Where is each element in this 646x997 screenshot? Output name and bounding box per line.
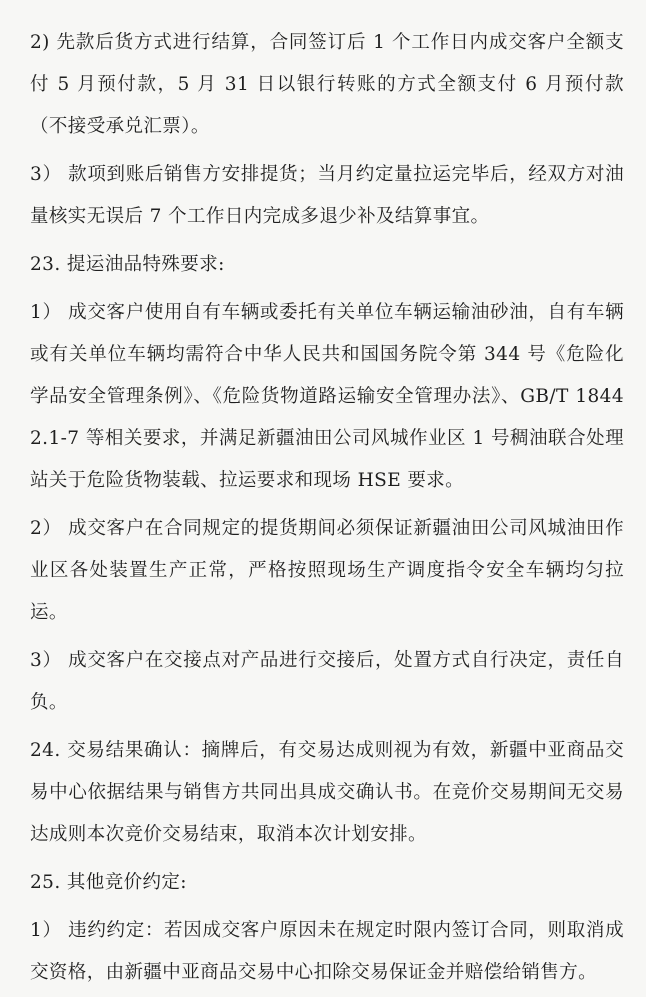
section-23-clause-1: 1） 成交客户使用自有车辆或委托有关单位车辆运输油砂油，自有车辆或有关单位车辆均需符合中华人民共和国国务院令第 344 号《危险化学品安全管理条例》、《危险货物道路运输安全管理办法》、GB/T 18442.1-7 等相关要求，并满足新疆油田公司风城作业区 1 号稠油联合处理站关于危险货物装载、拉运要求和现场 HSE 要求。 (30, 302, 624, 491)
section-23-clause-3: 3） 成交客户在交接点对产品进行交接后，处置方式自行决定，责任自负。 (30, 650, 624, 713)
clause-2-settlement: 2) 先款后货方式进行结算，合同签订后 1 个工作日内成交客户全额支付 5 月预付款，5 月 31 日以银行转账的方式全额支付 6 月预付款（不接受承兑汇票）。 (30, 32, 624, 137)
section-23-heading: 23. 提运油品特殊要求: (30, 254, 225, 275)
section-24-result-confirmation: 24. 交易结果确认：摘牌后，有交易达成则视为有效，新疆中亚商品交易中心依据结果与销售方共同出具成交确认书。在竞价交易期间无交易达成则本次竞价交易结束，取消本次计划安排。 (30, 740, 624, 845)
clause-3-pickup: 3） 款项到账后销售方安排提货；当月约定量拉运完毕后，经双方对油量核实无误后 7 个工作日内完成多退少补及结算事宜。 (30, 164, 624, 227)
section-25-heading: 25. 其他竞价约定: (30, 872, 187, 893)
section-23-clause-2: 2） 成交客户在合同规定的提货期间必须保证新疆油田公司风城油田作业区各处装置生产正常，严格按照现场生产调度指令安全车辆均匀拉运。 (30, 518, 624, 623)
section-25-clause-1: 1） 违约约定：若因成交客户原因未在规定时限内签订合同，则取消成交资格，由新疆中亚商品交易中心扣除交易保证金并赔偿给销售方。 (30, 920, 624, 983)
